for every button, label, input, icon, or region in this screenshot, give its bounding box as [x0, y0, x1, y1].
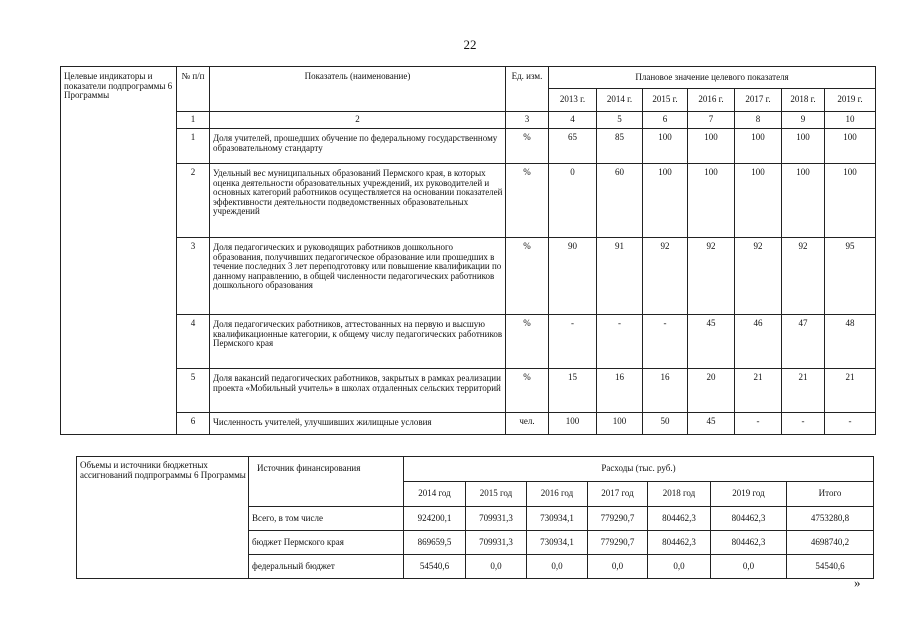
- funding-value: 804462,3: [648, 507, 711, 531]
- indicators-table: [60, 66, 876, 435]
- indicator-value: 21: [782, 369, 825, 413]
- indicator-value: 92: [688, 238, 735, 315]
- header-expenses: Расходы (тыс. руб.): [404, 457, 874, 482]
- funding-year-header: 2014 год: [404, 482, 466, 507]
- indicator-value: 100: [825, 129, 876, 164]
- indicator-value: 91: [597, 238, 643, 315]
- year-header: 2018 г.: [782, 89, 825, 112]
- table-row: [61, 164, 876, 238]
- indicator-value: -: [643, 315, 688, 369]
- column-number: 9: [782, 112, 825, 129]
- funding-value: 0,0: [527, 555, 588, 579]
- indicator-value: -: [735, 413, 782, 435]
- indicator-unit: %: [506, 369, 549, 413]
- indicator-name: Доля педагогических работников, аттестованных на первую и высшую квалификационные категории, к общему числу педагогических работников Пермского края: [210, 315, 506, 369]
- column-number: 10: [825, 112, 876, 129]
- funding-source: федеральный бюджет: [249, 555, 404, 579]
- column-number: 8: [735, 112, 782, 129]
- indicator-value: 20: [688, 369, 735, 413]
- funding-total: 4753280,8: [787, 507, 874, 531]
- indicator-value: 100: [643, 164, 688, 238]
- indicator-value: 100: [549, 413, 597, 435]
- indicator-value: 48: [825, 315, 876, 369]
- indicator-value: 21: [825, 369, 876, 413]
- indicator-value: 100: [688, 164, 735, 238]
- column-number: 4: [549, 112, 597, 129]
- funding-value: 730934,1: [527, 507, 588, 531]
- funding-value: 779290,7: [588, 531, 648, 555]
- table-row: [61, 238, 876, 315]
- funding-value: 804462,3: [648, 531, 711, 555]
- indicator-value: 45: [688, 413, 735, 435]
- indicator-name: Удельный вес муниципальных образований Пермского края, в которых оценка деятельности образовательных учреждений, их руководителей и основных категорий работников осуществляется на основании показателей эффективности деятельности подведомственных образовательных учреждений: [210, 164, 506, 238]
- row-number: 1: [177, 129, 210, 164]
- indicator-value: 100: [735, 164, 782, 238]
- funding-value: 730934,1: [527, 531, 588, 555]
- funding-year-header: 2015 год: [466, 482, 527, 507]
- indicator-value: 95: [825, 238, 876, 315]
- indicator-value: -: [549, 315, 597, 369]
- closing-quote-mark: »: [854, 575, 861, 590]
- header-unit: Ед. изм.: [506, 67, 549, 112]
- year-header: 2013 г.: [549, 89, 597, 112]
- funding-total: 4698740,2: [787, 531, 874, 555]
- year-header: 2017 г.: [735, 89, 782, 112]
- funding-year-header: 2017 год: [588, 482, 648, 507]
- indicator-name: Доля педагогических и руководящих работников дошкольного образования, получивших педагогическое образование или прошедших в течение последних 3 лет переподготовку или повышение квалификации по данному направлению, в общей численности педагогических работников дошкольного образования: [210, 238, 506, 315]
- funding-source: Всего, в том числе: [249, 507, 404, 531]
- funding-value: 869659,5: [404, 531, 466, 555]
- indicator-value: -: [597, 315, 643, 369]
- funding-value: 0,0: [648, 555, 711, 579]
- indicator-value: 16: [643, 369, 688, 413]
- year-header: 2014 г.: [597, 89, 643, 112]
- indicator-value: 100: [782, 164, 825, 238]
- indicator-value: 92: [735, 238, 782, 315]
- row-number: 4: [177, 315, 210, 369]
- row-number: 6: [177, 413, 210, 435]
- indicator-value: -: [782, 413, 825, 435]
- column-number: 1: [177, 112, 210, 129]
- indicator-unit: чел.: [506, 413, 549, 435]
- funding-value: 709931,3: [466, 507, 527, 531]
- indicator-value: 100: [825, 164, 876, 238]
- indicator-value: 92: [643, 238, 688, 315]
- header-indicator: Показатель (наименование): [210, 67, 506, 112]
- header-num: № п/п: [177, 67, 210, 112]
- funding-value: 924200,1: [404, 507, 466, 531]
- indicator-unit: %: [506, 315, 549, 369]
- row-number: 3: [177, 238, 210, 315]
- indicator-value: 65: [549, 129, 597, 164]
- indicator-value: 100: [782, 129, 825, 164]
- column-number: 2: [210, 112, 506, 129]
- funding-year-header: 2019 год: [711, 482, 787, 507]
- indicator-value: 45: [688, 315, 735, 369]
- indicator-unit: %: [506, 129, 549, 164]
- table-row: [61, 129, 876, 164]
- indicator-name: Доля учителей, прошедших обучение по федеральному государственному образовательному стандарту: [210, 129, 506, 164]
- funding-year-header: 2018 год: [648, 482, 711, 507]
- indicator-value: 92: [782, 238, 825, 315]
- funding-value: 804462,3: [711, 507, 787, 531]
- indicator-name: Численность учителей, улучшивших жилищные условия: [210, 413, 506, 435]
- indicator-value: 85: [597, 129, 643, 164]
- funding-table: [76, 456, 874, 579]
- header-source: Источник финансирования: [249, 457, 404, 507]
- funding-source: бюджет Пермского края: [249, 531, 404, 555]
- row-number: 2: [177, 164, 210, 238]
- funding-value: 709931,3: [466, 531, 527, 555]
- funding-value: 54540,6: [404, 555, 466, 579]
- indicator-value: 50: [643, 413, 688, 435]
- funding-value: 779290,7: [588, 507, 648, 531]
- indicator-name: Доля вакансий педагогических работников, закрытых в рамках реализации проекта «Мобильный учитель» в школах отдаленных сельских территорий: [210, 369, 506, 413]
- table-row: [61, 369, 876, 413]
- funding-total: 54540,6: [787, 555, 874, 579]
- funding-total-header: Итого: [787, 482, 874, 507]
- indicator-unit: %: [506, 238, 549, 315]
- year-header: 2016 г.: [688, 89, 735, 112]
- column-number: 5: [597, 112, 643, 129]
- funding-section-label: Объемы и источники бюджетных ассигнований подпрограммы 6 Программы: [77, 457, 249, 579]
- indicators-section-label: Целевые индикаторы и показатели подпрограммы 6 Программы: [61, 67, 177, 435]
- row-number: 5: [177, 369, 210, 413]
- funding-value: 0,0: [466, 555, 527, 579]
- indicator-value: 15: [549, 369, 597, 413]
- funding-value: 0,0: [711, 555, 787, 579]
- header-plan: Плановое значение целевого показателя: [549, 67, 876, 89]
- indicator-value: 100: [688, 129, 735, 164]
- indicator-value: 60: [597, 164, 643, 238]
- indicator-value: 100: [643, 129, 688, 164]
- funding-value: 0,0: [588, 555, 648, 579]
- indicator-value: 46: [735, 315, 782, 369]
- table-row: [61, 413, 876, 435]
- indicator-value: -: [825, 413, 876, 435]
- year-header: 2015 г.: [643, 89, 688, 112]
- indicator-value: 90: [549, 238, 597, 315]
- indicator-value: 100: [735, 129, 782, 164]
- column-number: 3: [506, 112, 549, 129]
- indicator-value: 0: [549, 164, 597, 238]
- indicator-unit: %: [506, 164, 549, 238]
- funding-value: 804462,3: [711, 531, 787, 555]
- column-number: 6: [643, 112, 688, 129]
- indicator-value: 16: [597, 369, 643, 413]
- indicator-value: 47: [782, 315, 825, 369]
- column-number: 7: [688, 112, 735, 129]
- table-row: [61, 315, 876, 369]
- indicator-value: 21: [735, 369, 782, 413]
- indicator-value: 100: [597, 413, 643, 435]
- page-number: 22: [463, 37, 477, 52]
- year-header: 2019 г.: [825, 89, 876, 112]
- funding-year-header: 2016 год: [527, 482, 588, 507]
